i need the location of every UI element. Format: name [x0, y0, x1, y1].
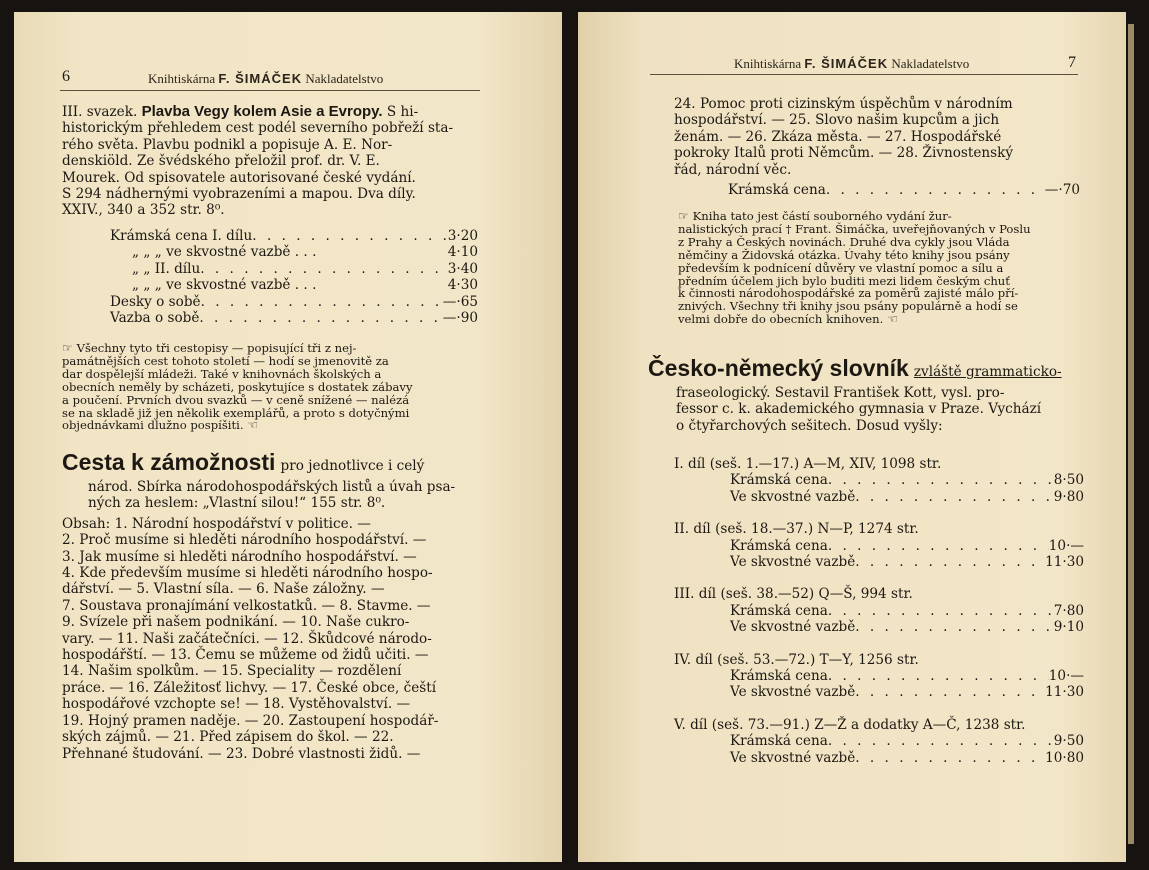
vol3-price-list: [110, 228, 478, 326]
text-line: historickým přehledem cest podél severního pobřeží sta-: [62, 120, 454, 137]
text-line: národ. Sbírka národohospodářských listů a úvah psa-: [88, 479, 456, 495]
volume-heading: V. díl (seš. 73.—91.) Z—Ž a dodatky A—Č, 1238 str.: [674, 716, 1026, 733]
price-row: „ „ „ ve skvostné vazbě . . . 4·10: [132, 244, 478, 261]
price-value: 11·30: [1045, 554, 1084, 571]
text-line: fessor c. k. akademického gymnasia v Praze. Vychází: [676, 401, 1042, 418]
volume-heading: I. díl (seš. 1.—17.) A—M, XIV, 1098 str.: [674, 456, 942, 472]
note-line: památnějších cest tohoto století — hodí se jmenovitě za: [62, 353, 389, 368]
slovnik-entry: Česko-německý slovník zvláště grammaticko- fraseologický. Sestavil František Kott, vysl. pro- fessor c. k. akademického gymnasia v Praze. Vychází o čtyřarchových sešitech. Dosud vyšly:: [648, 354, 1082, 434]
contents-line: 2. Proč musíme si hleděti národního hospodářství. —: [62, 532, 427, 549]
price-value: 4·10: [447, 244, 478, 261]
note-line: a poučení. Prvních dvou svazků — v ceně snížené — nalézá: [62, 392, 410, 407]
cesta-entry: Cesta k zámožnosti pro jednotlivce i celý národ. Sbírka národohospodářských listů a úvah psa- ných za heslem: „Vlastní silou!“ 155 str. 8⁰. Obsah: 1. Národní hospodářství v politice. — 2. Proč musíme si hleděti národního hospodářství. — 3. Jak musíme si hleděti národního hospodářství. — 4. Kde především musíme si hleděti národního hospo- dářství. — 5. Vlastní síla. — 6. Naše záložny. — 7. Soustava pronajímání velkostatků. — 8. Stavme. — 9. Svízele při našem podnikání. — 10. Naše cukro- vary. — 11. Naši začátečníci. — 12. Škůdcové národo- hospodářští. — 13. Čemu se můžeme od židů učiti. — 14. Našim spolkům. — 15. Speciality — rozdělení práce. — 16. Záležitosť lichvy. — 17. České obce, čeští hospodářové vzchopte se! — 18. Vystěhovalství. — 19. Hojný pramen naděje. — 20. Zastoupení hospodář- ských zájmů. — 21. Před zápisem do škol. — 22. Přehnané študování. — 23. Dobré vlastnosti židů. —: [62, 448, 480, 762]
price-value: 7·80: [1053, 602, 1084, 619]
price-value: —·65: [442, 293, 478, 310]
price-row: Ve skvostné vazbě . . . 11·30: [674, 554, 1084, 570]
note-line: ☞ Kniha tato jest částí souborného vydání žur-: [678, 209, 952, 223]
price-value: 10·80: [1045, 749, 1084, 766]
contents-line: vary. — 11. Naši začátečníci. — 12. Škůdcové národo-: [62, 630, 432, 647]
note-line: z Prahy a Českých novinách. Druhé dva cykly jsou Vláda: [678, 234, 1010, 249]
vol3-entry: III. svazek. Plavba Vegy kolem Asie a Evropy. S hi- historickým přehledem cest podél severního pobřeží sta- rého světa. Plavbu podnikl a popisuje A. E. Nor- denskiöld. Ze švédského přeložil prof. dr. V. E. Mourek. Od spisovatele autorisované české vydání. S 294 nádhernými vyobrazeními a mapou. Dva díly. XXIV., 340 a 352 str. 8⁰.: [62, 104, 478, 219]
text-line: S 294 nádhernými vyobrazeními a mapou. Dva díly.: [62, 186, 416, 203]
price-row: Krámská cena . . . 10·—: [674, 538, 1084, 554]
cesta-price: Krámská cena . . . —·70: [728, 182, 1080, 198]
volume-block: [674, 456, 1084, 505]
right-page: [578, 12, 1126, 862]
price-row: Krámská cena . . . 7·80: [674, 603, 1084, 619]
note-line: nalistických prací † Frant. Šimáčka, uveřejňovaných v Poslu: [678, 221, 1031, 236]
contents-line: hospodářští. — 13. Čemu se můžeme od židů učiti. —: [62, 647, 429, 664]
contents-line: Obsah: 1. Národní hospodářství v politice. —: [62, 515, 371, 532]
volume-heading: III. díl (seš. 38.—52) Q—Š, 994 str.: [674, 586, 913, 603]
pointing-hand-icon: ☜: [243, 418, 259, 433]
note-line: znivých. Všechny tři knihy jsou psány populárně a hodí se: [678, 299, 1018, 314]
note-line: velmi dobře do obecních knihoven. ☜: [678, 312, 898, 327]
book-edge: [1128, 24, 1134, 844]
contents-line: 3. Jak musíme si hleděti národního hospodářství. —: [62, 548, 417, 565]
contents-line: 14. Našim spolkům. — 15. Speciality — rozdělení: [62, 663, 402, 680]
note-line: ☞ Všechny tyto tři cestopisy — popisující tři z nej-: [62, 341, 357, 355]
price-value: —·90: [442, 310, 478, 327]
slovnik-title: Česko-německý slovník: [648, 355, 909, 381]
text-line: fraseologický. Sestavil František Kott, vysl. pro-: [676, 385, 1005, 401]
note-line: objednávkami dlužno pospíšiti. ☜: [62, 418, 259, 433]
price-value: 4·30: [447, 277, 478, 294]
text-line: XXIV., 340 a 352 str. 8⁰.: [62, 202, 225, 219]
price-row: Vazba o sobě . . . —·90: [110, 310, 478, 326]
price-row: Krámská cena . . . 10·—: [674, 668, 1084, 684]
contents-line: 4. Kde především musíme si hleděti národního hospo-: [62, 565, 433, 582]
volume-heading: IV. díl (seš. 53.—72.) T—Y, 1256 str.: [674, 651, 919, 668]
price-row: „ „ II. dílu . . . 3·40: [110, 261, 478, 277]
vol3-title: Plavba Vegy kolem Asie a Evropy.: [141, 103, 383, 120]
cesta-note: [678, 210, 1084, 326]
text-line: Mourek. Od spisovatele autorisované české vydání.: [62, 169, 416, 186]
price-row: Desky o sobě . . . —·65: [110, 294, 478, 310]
running-header-right: Knihtiskárna F. ŠIMÁČEK Nakladatelstvo: [734, 56, 970, 71]
slovnik-volumes: [674, 456, 1084, 782]
contents-line: ženám. — 26. Zkáza města. — 27. Hospodářské: [674, 128, 1002, 145]
cesta-description: [62, 479, 480, 512]
header-rule-right: [650, 74, 1078, 75]
price-row: Ve skvostné vazbě . . . 9·10: [674, 619, 1084, 635]
cesta-title: Cesta k zámožnosti: [62, 449, 276, 475]
contents-line: ských zájmů. — 21. Před zápisem do škol. — 22.: [62, 729, 394, 746]
contents-line: 7. Soustava pronajímání velkostatků. — 8. Stavme. —: [62, 597, 431, 614]
cesta-contents-continued: [674, 96, 1082, 178]
contents-line: hospodářství. — 25. Slovo našim kupcům a jich: [674, 112, 1000, 129]
note-line: k činnosti národohospodářské za poměrů zajisté málo pří-: [678, 286, 1019, 301]
pointing-hand-icon: ☞: [62, 341, 77, 355]
volume-block: [674, 521, 1084, 570]
volume-block: [674, 586, 1084, 635]
contents-line: 24. Pomoc proti cizinským úspěchům v národním: [674, 96, 1013, 112]
price-value: 3·40: [447, 260, 478, 277]
vol3-description: [62, 120, 478, 218]
price-value: 10·—: [1048, 537, 1084, 554]
contents-line: řád, národní věc.: [674, 161, 792, 178]
price-value: 9·50: [1053, 733, 1084, 750]
contents-line: hospodářové vzchopte se! — 18. Vystěhovalství. —: [62, 696, 411, 713]
text-line: o čtyřarchových sešitech. Dosud vyšly:: [676, 417, 943, 434]
contents-line: dářství. — 5. Vlastní síla. — 6. Naše záložny. —: [62, 581, 385, 598]
note-line: předním účelem jich bylo buditi mezi lidem českým chuť: [678, 273, 1010, 288]
contents-line: Přehnané študování. — 23. Dobré vlastnosti židů. —: [62, 745, 421, 762]
contents-line: pokroky Italů proti Němcům. — 28. Živnostenský: [674, 145, 1014, 162]
price-row: Krámská cena . . . 8·50: [674, 472, 1084, 488]
page-number-left: 6: [62, 68, 70, 85]
price-row: Ve skvostné vazbě . . . 11·30: [674, 684, 1084, 700]
note-line: především k podnícení důvěry ve vlastní pomoc a sílu a: [678, 260, 1004, 275]
volume-heading: II. díl (seš. 18.—37.) N—P, 1274 str.: [674, 521, 919, 538]
note-line: dar dospělejší mládeži. Také v knihovnách školských a: [62, 366, 382, 381]
price-value: 3·20: [447, 228, 478, 244]
pointing-hand-icon: ☞: [678, 209, 693, 223]
price-row: Ve skvostné vazbě . . . 10·80: [674, 750, 1084, 766]
contents-line: 19. Hojný pramen naděje. — 20. Zastoupení hospodář-: [62, 712, 439, 729]
price-value: 11·30: [1045, 684, 1084, 701]
contents-line: 9. Svízele při našem podnikání. — 10. Naše cukro-: [62, 614, 410, 631]
price-value: 10·—: [1048, 668, 1084, 685]
price-row: Krámská cena I. dílu . . . 3·20: [110, 228, 478, 244]
text-line: ných za heslem: „Vlastní silou!“ 155 str. 8⁰.: [88, 495, 386, 512]
volume-block: [674, 717, 1084, 766]
travel-note: [62, 342, 480, 432]
text-line: denskiöld. Ze švédského přeložil prof. dr. V. E.: [62, 153, 380, 170]
running-header-left: Knihtiskárna F. ŠIMÁČEK Nakladatelstvo: [148, 71, 384, 86]
price-row: Krámská cena . . . 9·50: [674, 733, 1084, 749]
volume-block: [674, 652, 1084, 701]
cesta-contents: [62, 516, 480, 762]
price-row: „ „ „ ve skvostné vazbě . . . 4·30: [132, 277, 478, 294]
note-line: němčiny a Židovská otázka. Úvahy této knihy jsou psány: [678, 247, 1010, 262]
price-value: 9·80: [1053, 488, 1084, 505]
note-line: obecních neměly by scházeti, poskytujíce s dostatek zábavy: [62, 379, 413, 394]
slovnik-description: [648, 385, 1082, 434]
left-page: [14, 12, 562, 862]
note-line: se na skladě již jen několik exemplářů, a proto s dotyčnými: [62, 405, 410, 420]
page-number-right: 7: [1068, 54, 1076, 71]
price-value: 9·10: [1053, 619, 1084, 636]
contents-line: práce. — 16. Záležitosť lichvy. — 17. České obce, čeští: [62, 679, 437, 696]
header-rule-left: [60, 90, 480, 91]
pointing-hand-icon: ☜: [883, 312, 898, 327]
text-line: rého světa. Plavbu podnikl a popisuje A. E. Nor-: [62, 136, 393, 153]
price-row: Ve skvostné vazbě . . . 9·80: [674, 489, 1084, 505]
price-value: 8·50: [1053, 472, 1084, 489]
